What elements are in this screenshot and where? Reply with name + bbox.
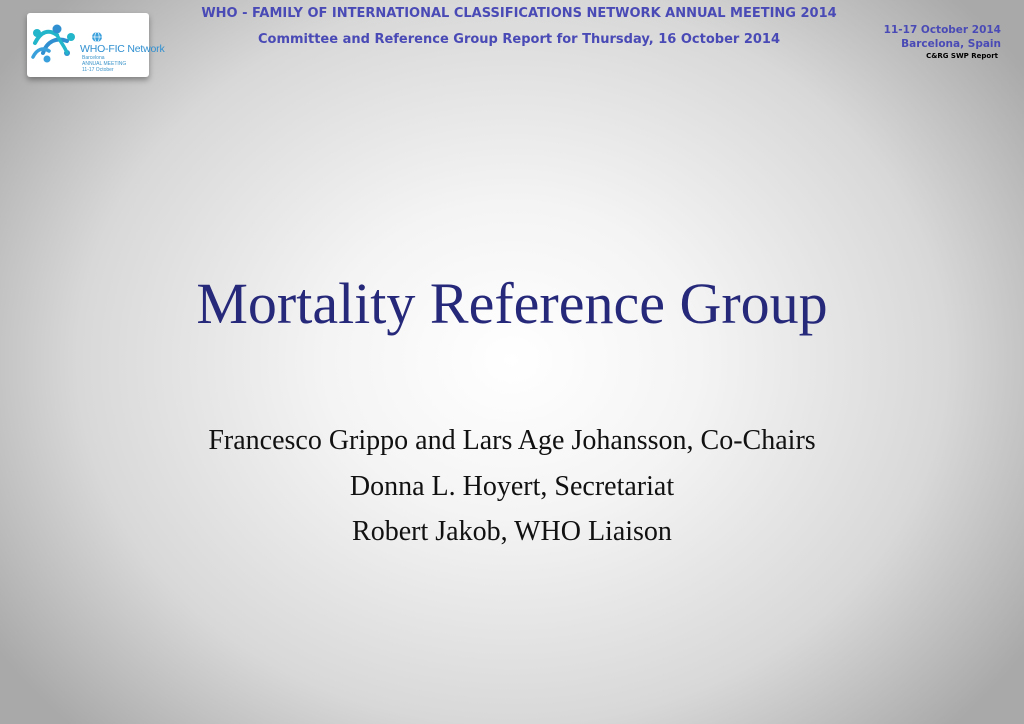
header-location: Barcelona, Spain: [901, 38, 1001, 50]
slide-title: Mortality Reference Group: [196, 271, 828, 336]
people-network-icon: [27, 13, 87, 73]
header-dates: 11-17 October 2014: [883, 24, 1001, 36]
logo-network-name: WHO-FIC Network: [80, 43, 165, 55]
presenter-who-liaison: Robert Jakob, WHO Liaison: [352, 516, 672, 547]
header-report-code: C&RG SWP Report: [926, 52, 998, 60]
logo-dates: 11-17 October: [82, 67, 114, 73]
presenter-co-chairs: Francesco Grippo and Lars Age Johansson, Co-Chairs: [208, 425, 816, 456]
logo-city: Barcelona: [82, 55, 105, 61]
presenter-secretariat: Donna L. Hoyert, Secretariat: [349, 470, 675, 502]
logo-event: ANNUAL MEETING: [82, 61, 127, 67]
who-fic-network-logo: [27, 13, 165, 77]
header-subtitle: Committee and Reference Group Report for Thursday, 16 October 2014: [257, 32, 781, 47]
presenters-list: [0, 418, 1024, 555]
header-title: WHO - FAMILY OF INTERNATIONAL CLASSIFICATIONS NETWORK ANNUAL MEETING 2014: [201, 6, 837, 21]
